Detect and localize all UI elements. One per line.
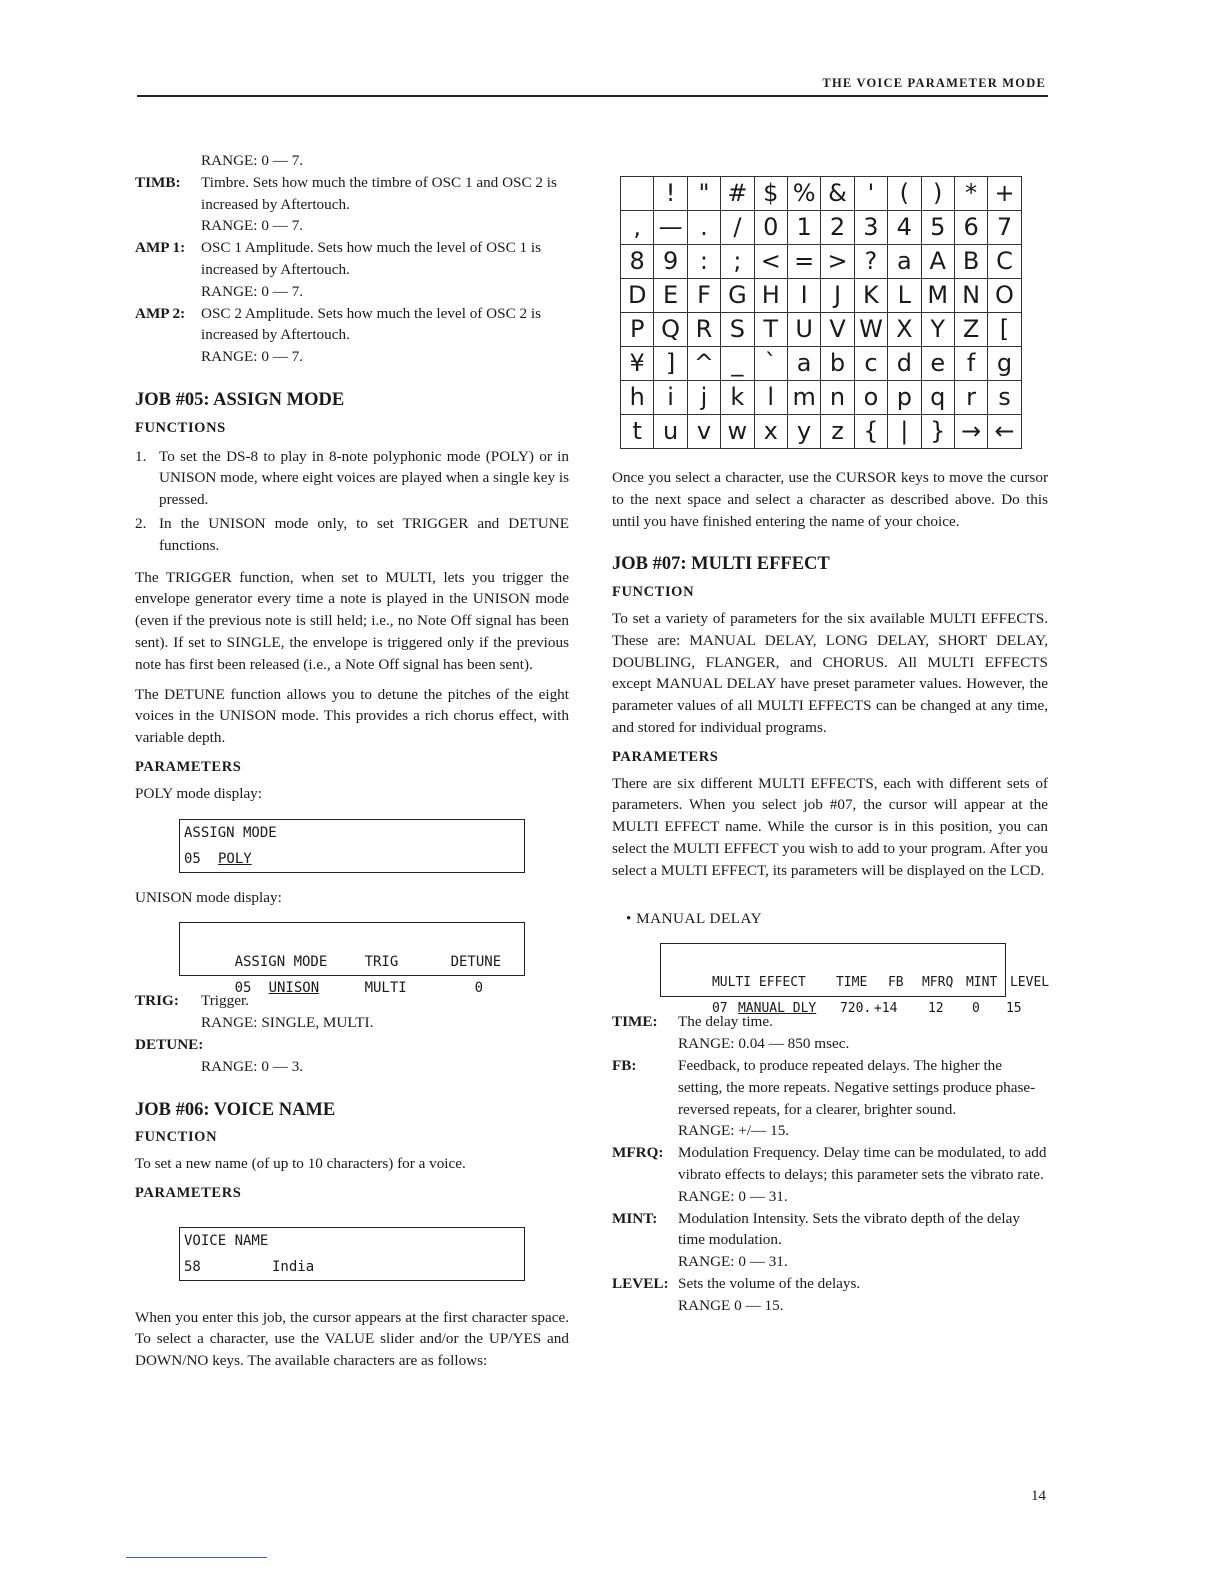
char-cell: H	[754, 279, 787, 313]
char-cell: 4	[888, 211, 921, 245]
char-cell: —	[654, 211, 687, 245]
job07-heading: JOB #07: MULTI EFFECT	[612, 554, 830, 575]
term-description: Sets the volume of the delays.	[678, 1274, 861, 1292]
lcd-row	[184, 1228, 524, 1254]
char-cell: u	[654, 415, 687, 449]
lcd-text: MULTI EFFECT	[711, 975, 806, 991]
term-label: FB:	[612, 1056, 637, 1074]
char-cell: b	[821, 347, 854, 381]
char-cell: >	[821, 245, 854, 279]
lcd-text: India	[272, 1258, 315, 1275]
char-table-row	[621, 279, 1022, 313]
lcd-text: 58	[184, 1258, 201, 1275]
char-cell: /	[721, 211, 754, 245]
term-label: DETUNE:	[135, 1035, 204, 1053]
char-cell: a	[787, 347, 820, 381]
lcd-text: VOICE NAME	[184, 1232, 269, 1249]
char-cell: _	[721, 347, 754, 381]
trigger-paragraph: The TRIGGER function, when set to MULTI, lets you trigger the envelope generator every time a note is played in the UNISON mode (even if the previous note is still held; i.e., no Note Off signal has been sent). If set to SINGLE, the envelope is triggered only if the previous note has first been released (i.e., a Note Off signal has been sent).	[135, 568, 569, 673]
char-cell: ^	[687, 347, 720, 381]
char-cell: '	[854, 177, 887, 211]
term-label: TIME:	[612, 1013, 658, 1031]
definition-mfrq	[612, 1142, 1048, 1186]
char-cell: →	[954, 415, 987, 449]
char-cell: Y	[921, 313, 954, 347]
char-cell: c	[854, 347, 887, 381]
range-line: RANGE: SINGLE, MULTI.	[201, 1014, 374, 1032]
char-cell: &	[821, 177, 854, 211]
running-header: THE VOICE PARAMETER MODE	[822, 76, 1046, 90]
char-cell: =	[787, 245, 820, 279]
term-description: Modulation Intensity. Sets the vibrato depth of the delay time modulation.	[678, 1209, 1020, 1249]
lcd-text: ASSIGN MODE	[184, 824, 277, 841]
term-label: TIMB:	[135, 173, 181, 191]
char-cell: ]	[654, 347, 687, 381]
term-description: Modulation Frequency. Delay time can be modulated, to add vibrato effects to delays; this parameter sets the vibrato rate.	[678, 1144, 1047, 1183]
list-text: In the UNISON mode only, to set TRIGGER and DETUNE functions.	[159, 514, 569, 554]
char-cell: z	[821, 415, 854, 449]
range-line: RANGE: 0 — 31.	[678, 1187, 788, 1205]
lcd-text: MFRQ	[921, 975, 954, 991]
char-cell: }	[921, 415, 954, 449]
char-cell: ¥	[621, 347, 654, 381]
voice-function-paragraph: To set a new name (of up to 10 characters) for a voice.	[135, 1155, 466, 1173]
char-cell: t	[621, 415, 654, 449]
lcd-poly-display	[179, 819, 525, 873]
list-item	[135, 513, 569, 557]
function-paragraph: To set a variety of parameters for the six available MULTI EFFECTS. These are: MANUAL DELAY, LONG DELAY, SHORT DELAY, DOUBLING, FLANGER, and CHORUS. All MULTI EFFECTS except MANUAL DELAY have preset parameter values. However, the parameter values of all MULTI EFFECTS can be changed at any time, and stored for individual programs.	[612, 609, 1048, 736]
char-cell: +	[988, 177, 1021, 211]
char-cell: {	[854, 415, 887, 449]
char-cell: <	[754, 245, 787, 279]
char-cell: r	[954, 381, 987, 415]
char-cell: ?	[854, 245, 887, 279]
char-cell: U	[787, 313, 820, 347]
lcd-voice-name-display	[179, 1227, 525, 1281]
range-line: RANGE 0 — 15.	[678, 1296, 784, 1314]
lcd-row	[184, 820, 524, 846]
char-cell: N	[954, 279, 987, 313]
lcd-row	[665, 944, 1050, 991]
definition-level	[612, 1273, 1048, 1295]
function-heading: FUNCTION	[612, 584, 695, 601]
char-cell: L	[888, 279, 921, 313]
lcd-text: MANUAL DLY	[737, 1001, 817, 1017]
char-cell: T	[754, 313, 787, 347]
char-cell: 3	[854, 211, 887, 245]
lcd-row	[184, 846, 524, 872]
char-cell: 5	[921, 211, 954, 245]
char-cell: m	[787, 381, 820, 415]
lcd-text: 05	[184, 850, 201, 867]
char-cell: k	[721, 381, 754, 415]
list-number: 2.	[135, 514, 147, 532]
char-cell	[621, 177, 654, 211]
char-cell: ;	[721, 245, 754, 279]
char-cell: F	[687, 279, 720, 313]
char-cell: s	[988, 381, 1021, 415]
lcd-row	[184, 1254, 524, 1280]
char-cell: y	[787, 415, 820, 449]
char-cell: g	[988, 347, 1021, 381]
char-cell: P	[621, 313, 654, 347]
unison-display-label: UNISON mode display:	[135, 888, 282, 906]
lcd-multi-effect-display	[660, 943, 1050, 1017]
detune-paragraph: The DETUNE function allows you to detune the pitches of the eight voices in the UNISON mode. This provides a rich chorus effect, with variable depth.	[135, 685, 569, 747]
char-cell: h	[621, 381, 654, 415]
char-cell: %	[787, 177, 820, 211]
char-table-row	[621, 177, 1022, 211]
lcd-unison-display	[179, 922, 525, 997]
range-line: RANGE: 0 — 7.	[201, 348, 304, 366]
char-cell: 2	[821, 211, 854, 245]
definition-amp2	[135, 303, 569, 347]
char-cell: ,	[621, 211, 654, 245]
char-cell: Z	[954, 313, 987, 347]
char-cell: n	[821, 381, 854, 415]
range-line: RANGE: +/— 15.	[678, 1122, 790, 1140]
lcd-text: 0	[971, 1001, 980, 1017]
parameters-heading: PARAMETERS	[135, 1184, 242, 1201]
char-cell: 8	[621, 245, 654, 279]
char-cell: l	[754, 381, 787, 415]
term-label: AMP 1:	[135, 239, 186, 257]
lcd-text: POLY	[218, 850, 252, 867]
char-cell: 9	[654, 245, 687, 279]
lcd-text: 05	[234, 980, 252, 997]
definition-fb	[612, 1055, 1048, 1120]
char-cell: K	[854, 279, 887, 313]
list-item	[135, 446, 569, 511]
char-cell: O	[988, 279, 1021, 313]
char-cell: `	[754, 347, 787, 381]
lcd-text: ASSIGN MODE	[234, 954, 328, 971]
char-cell: o	[854, 381, 887, 415]
parameters-heading: PARAMETERS	[135, 758, 242, 775]
definition-mint	[612, 1208, 1048, 1252]
range-line: RANGE: 0 — 7.	[201, 217, 304, 235]
char-cell: *	[954, 177, 987, 211]
list-number: 1.	[135, 447, 147, 465]
functions-heading: FUNCTIONS	[135, 419, 226, 436]
header-rule	[137, 95, 1048, 97]
char-table-row	[621, 211, 1022, 245]
char-cell: R	[687, 313, 720, 347]
functions-list	[135, 446, 569, 557]
term-description: Trigger.	[201, 992, 249, 1010]
char-cell: G	[721, 279, 754, 313]
char-cell: V	[821, 313, 854, 347]
lcd-text: MINT	[965, 975, 998, 991]
term-description: Feedback, to produce repeated delays. The higher the setting, the more repeats. Negative settings produce phase-reversed repeats, for a clearer, brighter sound.	[678, 1056, 1036, 1118]
char-cell: J	[821, 279, 854, 313]
char-cell: f	[954, 347, 987, 381]
char-cell: "	[687, 177, 720, 211]
char-cell: 0	[754, 211, 787, 245]
char-cell: 6	[954, 211, 987, 245]
list-text: To set the DS-8 to play in 8-note polyphonic mode (POLY) or in UNISON mode, where eight voices are played when a single key is pressed.	[159, 447, 569, 509]
left-column	[135, 150, 569, 1380]
char-cell: p	[888, 381, 921, 415]
char-cell: X	[888, 313, 921, 347]
lcd-row	[184, 923, 524, 971]
lcd-text: TRIG	[364, 954, 399, 971]
char-cell: S	[721, 313, 754, 347]
footer-link-line	[126, 1557, 267, 1558]
char-cell: i	[654, 381, 687, 415]
char-cell: D	[621, 279, 654, 313]
lcd-text: 12	[927, 1001, 944, 1017]
job05-heading: JOB #05: ASSIGN MODE	[135, 389, 345, 410]
term-description: OSC 1 Amplitude. Sets how much the level of OSC 1 is increased by Aftertouch.	[201, 239, 542, 278]
character-table	[620, 176, 1022, 449]
lcd-text: DETUNE	[450, 954, 502, 971]
term-label: MINT:	[612, 1209, 658, 1227]
term-description: OSC 2 Amplitude. Sets how much the level of OSC 2 is increased by Aftertouch.	[201, 304, 542, 344]
char-cell: v	[687, 415, 720, 449]
char-cell: :	[687, 245, 720, 279]
lcd-text: TIME	[835, 975, 868, 991]
job06-heading: JOB #06: VOICE NAME	[135, 1099, 336, 1120]
range-line: RANGE: 0 — 7.	[201, 282, 304, 300]
parameters-heading: PARAMETERS	[612, 748, 719, 765]
lcd-text: +14	[873, 1001, 898, 1017]
term-label: LEVEL:	[612, 1274, 669, 1292]
char-table-row	[621, 347, 1022, 381]
char-cell: $	[754, 177, 787, 211]
range-line: RANGE: 0 — 7.	[201, 152, 304, 169]
lcd-text: 07	[711, 1001, 728, 1017]
char-cell: j	[687, 381, 720, 415]
char-cell: !	[654, 177, 687, 211]
page-number: 14	[1031, 1488, 1046, 1504]
char-cell: ←	[988, 415, 1021, 449]
char-cell: [	[988, 313, 1021, 347]
lcd-text: 0	[474, 980, 484, 997]
enter-job-paragraph: When you enter this job, the cursor appears at the first character space. To select a character, use the VALUE slider and/or the UP/YES and DOWN/NO keys. The available characters are as follows:	[135, 1308, 569, 1370]
char-cell: (	[888, 177, 921, 211]
range-line: RANGE: 0 — 31.	[678, 1253, 788, 1271]
lcd-text: LEVEL	[1009, 975, 1050, 991]
char-cell: a	[888, 245, 921, 279]
char-cell: B	[954, 245, 987, 279]
char-cell: e	[921, 347, 954, 381]
term-description: The delay time.	[678, 1013, 773, 1031]
char-cell: d	[888, 347, 921, 381]
definition-timb	[135, 172, 569, 216]
char-cell: I	[787, 279, 820, 313]
char-cell: M	[921, 279, 954, 313]
char-table-row	[621, 415, 1022, 449]
char-cell: 1	[787, 211, 820, 245]
parameters-paragraph: There are six different MULTI EFFECTS, each with different sets of parameters. When you select job #07, the cursor will appear at the MULTI EFFECT name. While the cursor is in this position, you can select the MULTI EFFECT you wish to add to your program. After you select a MULTI EFFECT, its parameters will be displayed on the LCD.	[612, 774, 1048, 879]
term-label: TRIG:	[135, 992, 179, 1010]
char-cell: #	[721, 177, 754, 211]
lcd-text: 720.	[839, 1001, 872, 1017]
right-column	[612, 150, 1048, 1317]
char-cell: Q	[654, 313, 687, 347]
term-label: MFRQ:	[612, 1144, 664, 1162]
char-table-row	[621, 313, 1022, 347]
char-cell: C	[988, 245, 1021, 279]
poly-display-label: POLY mode display:	[135, 784, 263, 802]
term-description: Timbre. Sets how much the timbre of OSC 1 and OSC 2 is increased by Aftertouch.	[201, 173, 557, 213]
char-cell: .	[687, 211, 720, 245]
definition-amp1	[135, 237, 569, 281]
term-label: AMP 2:	[135, 304, 186, 322]
range-line: RANGE: 0.04 — 850 msec.	[678, 1035, 850, 1053]
function-heading: FUNCTION	[135, 1129, 218, 1146]
char-cell: )	[921, 177, 954, 211]
range-line: RANGE: 0 — 3.	[201, 1057, 304, 1075]
char-cell: 7	[988, 211, 1021, 245]
lcd-text: 15	[1005, 1001, 1022, 1017]
char-cell: q	[921, 381, 954, 415]
char-table-row	[621, 381, 1022, 415]
char-cell: W	[854, 313, 887, 347]
manual-delay-bullet: • MANUAL DELAY	[626, 909, 763, 927]
cursor-paragraph: Once you select a character, use the CURSOR keys to move the cursor to the next space and select a character as described above. Do this until you have finished entering the name of your choice.	[612, 469, 1048, 530]
char-cell: |	[888, 415, 921, 449]
lcd-text: MULTI	[364, 980, 407, 997]
lcd-text: FB	[887, 975, 904, 991]
lcd-text: UNISON	[268, 980, 320, 997]
char-cell: x	[754, 415, 787, 449]
char-table-row	[621, 245, 1022, 279]
char-cell: A	[921, 245, 954, 279]
char-cell: w	[721, 415, 754, 449]
char-cell: E	[654, 279, 687, 313]
